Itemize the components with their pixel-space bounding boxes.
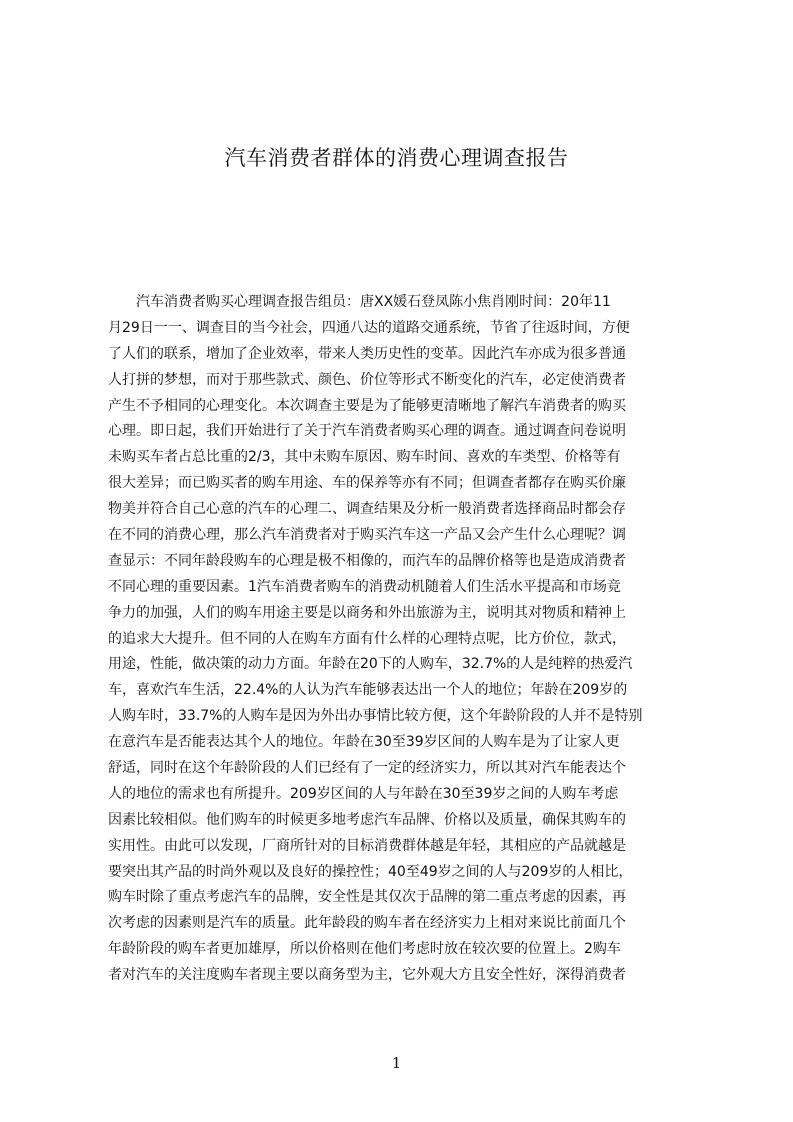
body-line: 用途，性能，做决策的动力方面。年龄在20下的人购车，32.7%的人是纯粹的热爱汽 [108,656,633,673]
body-line: 争力的加强，人们的购车用途主要是以商务和外出旅游为主，说明其对物质和精神上 [108,604,626,621]
body-line: 人的地位的需求也有所提升。209岁区间的人与年龄在30至39岁之间的人购车考虑 [108,785,619,802]
body-line: 物美并符合自己心意的汽车的心理二、调查结果及分析一般消费者选择商品时都会存 [108,501,626,518]
body-line: 人打拼的梦想，而对于那些款式、颜色、价位等形式不断变化的汽车，必定使消费者 [108,371,626,388]
body-line: 次考虑的因素则是汽车的质量。此年龄段的购车者在经济实力上相对来说比前面几个 [108,915,626,932]
body-line: 的追求大大提升。但不同的人在购车方面有什么样的心理特点呢，比方价位，款式， [108,630,626,647]
page-number: 1 [391,1054,402,1072]
body-line: 在意汽车是否能表达其个人的地位。年龄在30至39岁区间的人购车是为了让家人更 [108,734,620,751]
body-line: 月29日一一、调查目的当今社会，四通八达的道路交通系统，节省了往返时间，方便 [108,319,630,336]
body-line: 汽车消费者购买心理调查报告组员：唐XX媛石登凤陈小焦肖刚时间：20年11 [108,294,611,310]
body-line: 人购车时，33.7%的人购车是因为外出办事情比较方便，这个年龄阶段的人并不是特别 [108,708,643,725]
body-line: 要突出其产品的时尚外观以及良好的操控性；40至49岁之间的人与209岁的人相比， [108,863,633,880]
body-line: 不同心理的重要因素。1汽车消费者购车的消费动机随着人们生活水平提高和市场竞 [108,578,621,595]
body-line: 因素比较相似。他们购车的时候更多地考虑汽车品牌、价格以及质量，确保其购车的 [108,811,626,828]
body-line: 未购买车者占总比重的2/3，其中未购车原因、购车时间、喜欢的车类型、价格等有 [108,449,621,466]
body-line: 在不同的消费心理，那么汽车消费者对于购买汽车这一产品又会产生什么心理呢？调 [108,527,626,544]
document-title: 汽车消费者群体的消费心理调查报告 [224,146,569,170]
body-line: 者对汽车的关注度购车者现主要以商务型为主，它外观大方且安全性好，深得消费者 [108,967,626,984]
body-line: 心理。即日起，我们开始进行了关于汽车消费者购买心理的调查。通过调查问卷说明 [108,423,626,440]
body-line: 实用性。由此可以发现，厂商所针对的目标消费群体越是年轻，其相应的产品就越是 [108,837,626,854]
body-line: 购车时除了重点考虑汽车的品牌，安全性是其仅次于品牌的第二重点考虑的因素，再 [108,889,626,906]
body-line: 很大差异；而已购买者的购车用途、车的保养等亦有不同；但调查者都存在购买价廉 [108,475,626,492]
body-line: 车，喜欢汽车生活，22.4%的人认为汽车能够表达出一个人的地位；年龄在209岁的 [108,682,628,699]
body-line: 舒适，同时在这个年龄阶段的人们已经有了一定的经济实力，所以其对汽车能表达个 [108,760,626,777]
document-body [108,290,700,1036]
body-line: 产生不予相同的心理变化。本次调查主要是为了能够更清晰地了解汽车消费者的购买 [108,397,626,414]
body-line: 查显示：不同年龄段购车的心理是极不相像的，而汽车的品牌价格等也是造成消费者 [108,552,626,569]
body-line: 了人们的联系，增加了企业效率，带来人类历史性的变革。因此汽车亦成为很多普通 [108,345,626,362]
body-line: 年龄阶段的购车者更加雄厚，所以价格则在他们考虑时放在较次要的位置上。2购车 [108,941,621,958]
